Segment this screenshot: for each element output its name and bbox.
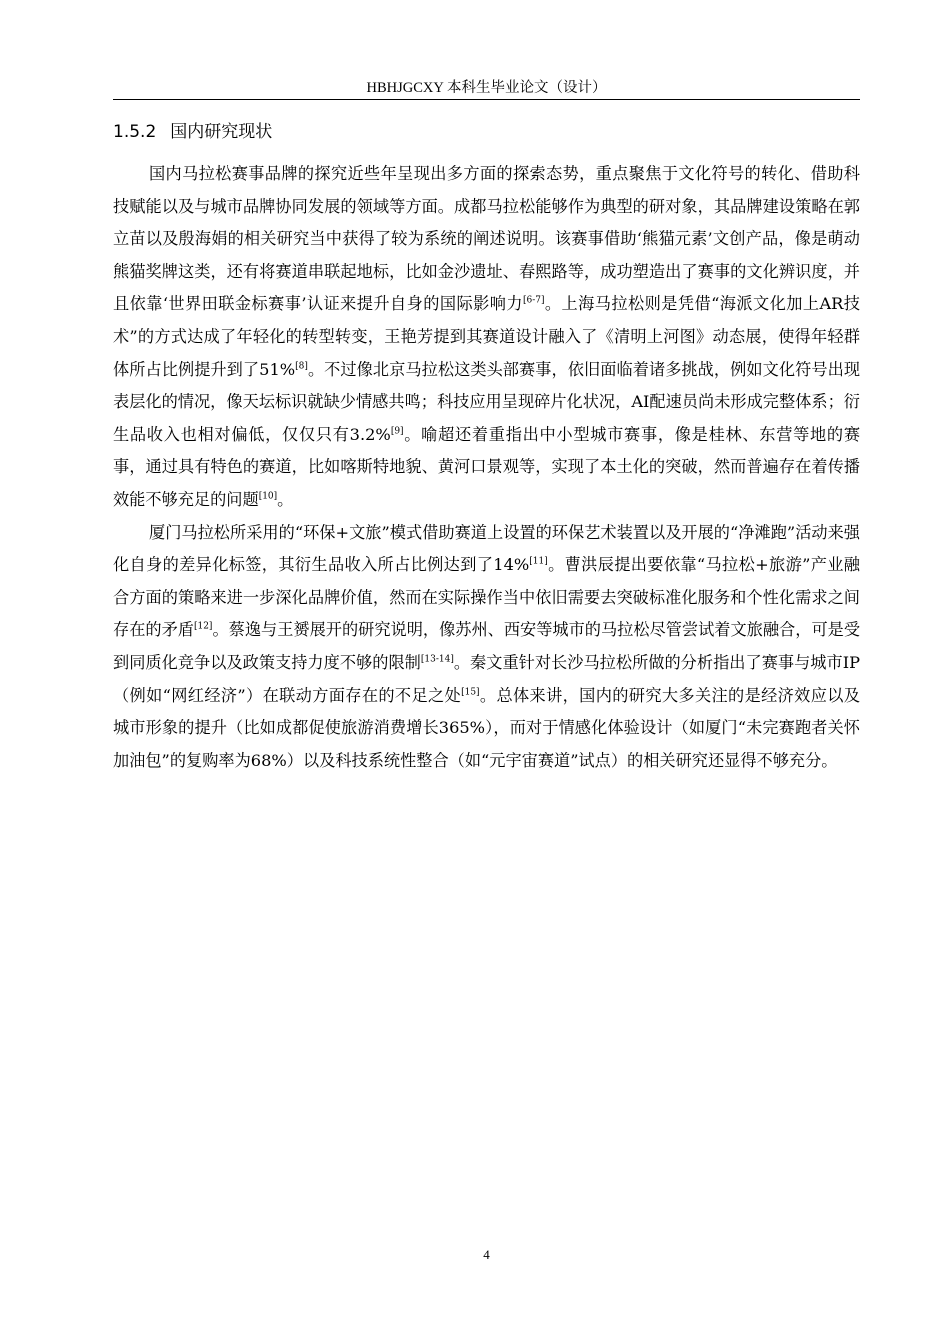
text-segment: 厦门马拉松所采用的“环保+文旅”模式借助赛道上设置的环保艺术装置以及开展的“净滩跑”活动来强化自身的差异化标签，其衍生品收入所占比例达到了14% — [113, 522, 860, 575]
section-heading — [113, 118, 272, 146]
citation-ref: [9] — [390, 426, 404, 437]
citation-ref: [10] — [258, 491, 278, 502]
citation-ref: [12] — [193, 621, 213, 632]
paragraph — [113, 158, 860, 517]
text-segment: 。总体来讲，国内的研究大多关注的是经济效应以及城市形象的提升（比如成都促使旅游消费增长365%），而对于情感化体验设计（如厦门“未完赛跑者关怀加油包”的复购率为68%）以及科技系统性整合（如“元宇宙赛道”试点）的相关研究还显得不够充分。 — [113, 685, 860, 770]
citation-ref: [13-14] — [420, 654, 454, 665]
text-segment: 。上海马拉松则是凭借“海派文化加上AR技术”的方式达成了年轻化的转型转变，王艳芳提到其赛道设计融入了《清明上河图》动态展，使得年轻群体所占比例提升到了51% — [113, 294, 860, 379]
text-segment: 。不过像北京马拉松这类头部赛事，依旧面临着诸多挑战，例如文化符号出现表层化的情况，像天坛标识就缺少情感共鸣；科技应用呈现碎片化状况，AI配速员尚未形成完整体系；衍生品收入也相对偏低，仅仅只有3.2% — [113, 359, 861, 444]
text-segment: 国内马拉松赛事品牌的探究近些年呈现出多方面的探索态势，重点聚焦于文化符号的转化、借助科技赋能以及与城市品牌协同发展的领域等方面。成都马拉松能够作为典型的研对象，其品牌建设策略在郭立苗以及殷海娟的相关研究当中获得了较为系统的阐述说明。该赛事借助‘熊猫元素’文创产品，像是萌动熊猫奖牌这类，还有将赛道串联起地标，比如金沙遗址、春熙路等，成功塑造出了赛事的文化辨识度，并且依靠‘世界田联金标赛事’认证来提升自身的国际影响力 — [113, 164, 860, 314]
citation-ref: [8] — [295, 361, 308, 372]
running-header: HBHJGCXY 本科生毕业论文（设计） — [366, 80, 607, 96]
page-number: 4 — [483, 1247, 490, 1262]
text-segment: 。喻超还着重指出中小型城市赛事，像是桂林、东营等地的赛事，通过具有特色的赛道，比如喀斯特地貌、黄河口景观等，实现了本土化的突破，然而普遍存在着传播效能不够充足的问题 — [113, 424, 861, 509]
citation-ref: [6-7] — [522, 295, 545, 306]
text-segment: 。 — [277, 489, 294, 509]
paragraph — [113, 517, 860, 778]
section-title: 国内研究现状 — [170, 122, 273, 142]
text-segment: 。蔡逸与王赟展开的研究说明，像苏州、西安等城市的马拉松尽管尝试着文旅融合，可是受到同质化竞争以及政策支持力度不够的限制 — [113, 620, 861, 672]
citation-ref: [15] — [461, 687, 480, 698]
section-number: 1.5.2 — [113, 122, 157, 142]
body-text — [113, 158, 860, 777]
text-segment: 。曹洪辰提出要依靠“马拉松+旅游”产业融合方面的策略来进一步深化品牌价值，然而在实际操作当中依旧需要去突破标准化服务和个性化需求之间存在的矛盾 — [113, 555, 860, 640]
text-segment: 。秦文重针对长沙马拉松所做的分析指出了赛事与城市IP（例如“网红经济”）在联动方面存在的不足之处 — [113, 652, 860, 705]
citation-ref: [11] — [529, 556, 548, 567]
header-rule — [113, 99, 860, 100]
